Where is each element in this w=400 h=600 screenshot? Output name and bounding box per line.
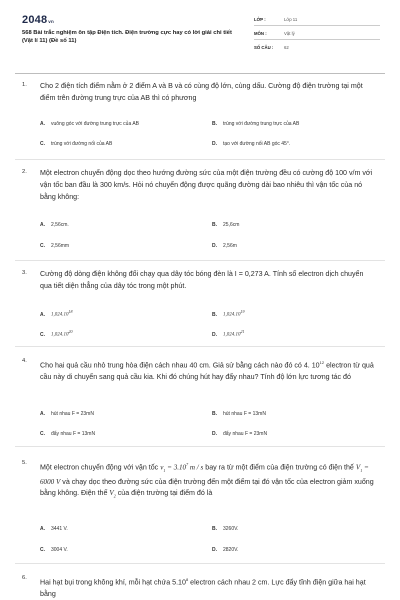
option-text: đẩy nhau F = 23mN xyxy=(223,431,268,437)
meta-divider xyxy=(254,39,380,40)
question-separator xyxy=(15,563,385,564)
option-b[interactable] xyxy=(212,222,239,228)
velocity-exponent: 7 xyxy=(186,462,189,467)
option-letter: C. xyxy=(40,431,45,437)
option-text: 2,56mm xyxy=(51,243,70,249)
option-letter: D. xyxy=(212,141,217,147)
option-text: vuông góc với đường trung trực của AB xyxy=(51,121,140,127)
option-letter: C. xyxy=(40,547,45,553)
question-text xyxy=(40,574,376,600)
option-b[interactable] xyxy=(212,526,238,532)
meta-key: SỐ CÂU : xyxy=(254,45,274,50)
option-letter: B. xyxy=(212,411,217,417)
question-separator xyxy=(15,159,385,160)
question-text: Cho 2 điện tích điểm nằm ở 2 điểm A và B và có cùng độ lớn, cùng dấu. Cường độ điện trường tại một điểm trên đường trung trực của AB thì có phương xyxy=(40,82,363,102)
option-letter: B. xyxy=(212,311,217,318)
potential2-symbol: V xyxy=(109,489,114,498)
question-text-part: của điện trường tại điểm đó là xyxy=(115,489,213,498)
question-number: 2. xyxy=(22,169,27,175)
question-text xyxy=(40,459,376,503)
option-text: đẩy nhau F = 13mN xyxy=(51,431,96,437)
question-exponent: 8 xyxy=(185,577,189,582)
option-b[interactable] xyxy=(212,411,266,417)
option-letter: A. xyxy=(40,311,45,318)
question-text-part: Cho hai quả cầu nhỏ trung hòa điện cách nhau 40 cm. Giả sử bằng cách nào đó có 4. 10 xyxy=(40,361,320,370)
option-text: 3441 V. xyxy=(51,526,68,532)
option-a[interactable] xyxy=(40,526,68,532)
option-letter: D. xyxy=(212,431,217,437)
option-a[interactable] xyxy=(40,121,139,127)
question-text: Một electron chuyển động dọc theo hướng đường sức của một điện trường đều có cường độ 100 v/m với vận tốc ban đầu là 300 km/s. Hỏi nó chuyển động được quãng đường dài bao nhiêu thì vận tốc của nó bằng không: xyxy=(40,169,373,201)
question-separator xyxy=(15,346,385,347)
question-number: 4. xyxy=(22,358,27,364)
option-a[interactable] xyxy=(40,309,73,318)
option-d[interactable] xyxy=(212,431,267,437)
header-divider xyxy=(15,73,385,74)
option-text: 1,024.10 xyxy=(51,312,69,318)
velocity-value: = 3.10 xyxy=(165,463,187,472)
option-letter: A. xyxy=(40,411,45,417)
potential-symbol: V xyxy=(355,463,361,472)
option-text: hút nhau F = 23mN xyxy=(51,411,94,417)
meta-value: 62 xyxy=(284,45,289,50)
meta-value: Vật lý xyxy=(284,31,295,36)
option-text: tạo với đường nối AB góc 45°. xyxy=(223,141,291,147)
option-letter: B. xyxy=(212,526,217,532)
brand-text: 2048 xyxy=(22,14,48,26)
option-text: 3260V. xyxy=(223,526,239,532)
question-text-part: electron từ quả cầu này di chuyển sang quả cầu kia. Khi đó chúng hút hay đẩy nhau? Tính độ lớn lực tương tác đó xyxy=(40,361,374,382)
meta-value: Lớp 11 xyxy=(284,17,298,22)
option-letter: C. xyxy=(40,141,45,147)
option-text: 2,56cm. xyxy=(51,222,69,228)
question-text-part: và chạy dọc theo đường sức của điện trường đến một điểm tại đó vận tốc của electron giảm xuống bằng không. Điện thế xyxy=(40,477,374,498)
potential2-subscript: 2 xyxy=(113,493,116,499)
option-c[interactable] xyxy=(40,329,73,338)
question-text xyxy=(40,357,376,384)
option-text: 2,56m xyxy=(223,243,237,249)
option-text: trùng với đường trung trực của AB xyxy=(223,121,300,127)
option-letter: C. xyxy=(40,243,45,249)
option-letter: A. xyxy=(40,222,45,228)
option-d[interactable] xyxy=(212,243,237,249)
option-exponent: 20 xyxy=(68,329,73,334)
option-c[interactable] xyxy=(40,243,69,249)
option-c[interactable] xyxy=(40,547,68,553)
option-text: 1,024.10 xyxy=(51,332,69,338)
question-text-part: Hai hạt bụi trong không khí, mỗi hạt chứa 5.10 xyxy=(40,578,186,587)
document-title: 568 Bài trắc nghiệm ôn tập Điện tích. Điện trường cực hay có lời giải chi tiết (Vật lí 11) (Đề số 11) xyxy=(22,30,232,45)
potential-subscript: 1 xyxy=(360,467,363,473)
option-letter: B. xyxy=(212,121,217,127)
question-text-part: Một electron chuyển động với vận tốc xyxy=(40,463,161,472)
option-b[interactable] xyxy=(212,309,245,318)
velocity-unit: m / s xyxy=(188,463,204,472)
option-text: 25,6cm xyxy=(223,222,240,228)
potential-value: = 6000 xyxy=(40,463,369,486)
velocity-symbol: v xyxy=(160,463,164,472)
option-text: 1,024.10 xyxy=(223,332,241,338)
option-exponent: 18 xyxy=(68,309,73,314)
option-c[interactable] xyxy=(40,141,112,147)
option-d[interactable] xyxy=(212,547,238,553)
meta-key: MÔN : xyxy=(254,31,267,36)
option-d[interactable] xyxy=(212,329,245,338)
velocity-subscript: 1 xyxy=(163,467,166,473)
question-separator xyxy=(15,446,385,447)
option-letter: D. xyxy=(212,243,217,249)
question-number: 1. xyxy=(22,82,27,88)
option-c[interactable] xyxy=(40,431,95,437)
option-text: trùng với đường nối của AB xyxy=(51,141,113,147)
option-b[interactable] xyxy=(212,121,299,127)
question-text-part: bay ra từ một điểm của điện trường có điện thế xyxy=(203,463,356,472)
question-number: 5. xyxy=(22,460,27,466)
option-d[interactable] xyxy=(212,141,290,147)
option-letter: B. xyxy=(212,222,217,228)
site-logo[interactable] xyxy=(22,14,54,26)
option-a[interactable] xyxy=(40,222,69,228)
question-number: 6. xyxy=(22,575,27,581)
option-text: 1,024.10 xyxy=(223,312,241,318)
question-text-part: electron cách nhau 2 cm. Lực đẩy tĩnh điện giữa hai hạt bằng xyxy=(40,578,366,599)
meta-divider xyxy=(254,25,380,26)
question-exponent: 12 xyxy=(319,360,325,365)
brand-suffix: vn xyxy=(48,19,54,24)
option-text: 3004 V. xyxy=(51,547,68,553)
question-separator xyxy=(15,260,385,261)
option-a[interactable] xyxy=(40,411,94,417)
option-letter: A. xyxy=(40,526,45,532)
option-text: hút nhau F = 13mN xyxy=(223,411,266,417)
question-number: 3. xyxy=(22,270,27,276)
option-text: 2820V. xyxy=(223,547,239,553)
page-header xyxy=(0,0,400,62)
option-letter: C. xyxy=(40,331,45,338)
question-text: Cường độ dòng điện không đổi chạy qua dây tóc bóng đèn là I = 0,273 A. Tính số electron dịch chuyển qua tiết diện thẳng của dây tóc trong một phút. xyxy=(40,270,364,290)
option-letter: D. xyxy=(212,331,217,338)
potential-unit: V xyxy=(55,477,61,486)
option-exponent: 19 xyxy=(240,309,245,314)
option-exponent: 21 xyxy=(240,329,245,334)
meta-key: LỚP : xyxy=(254,17,266,22)
option-letter: D. xyxy=(212,547,217,553)
option-letter: A. xyxy=(40,121,45,127)
